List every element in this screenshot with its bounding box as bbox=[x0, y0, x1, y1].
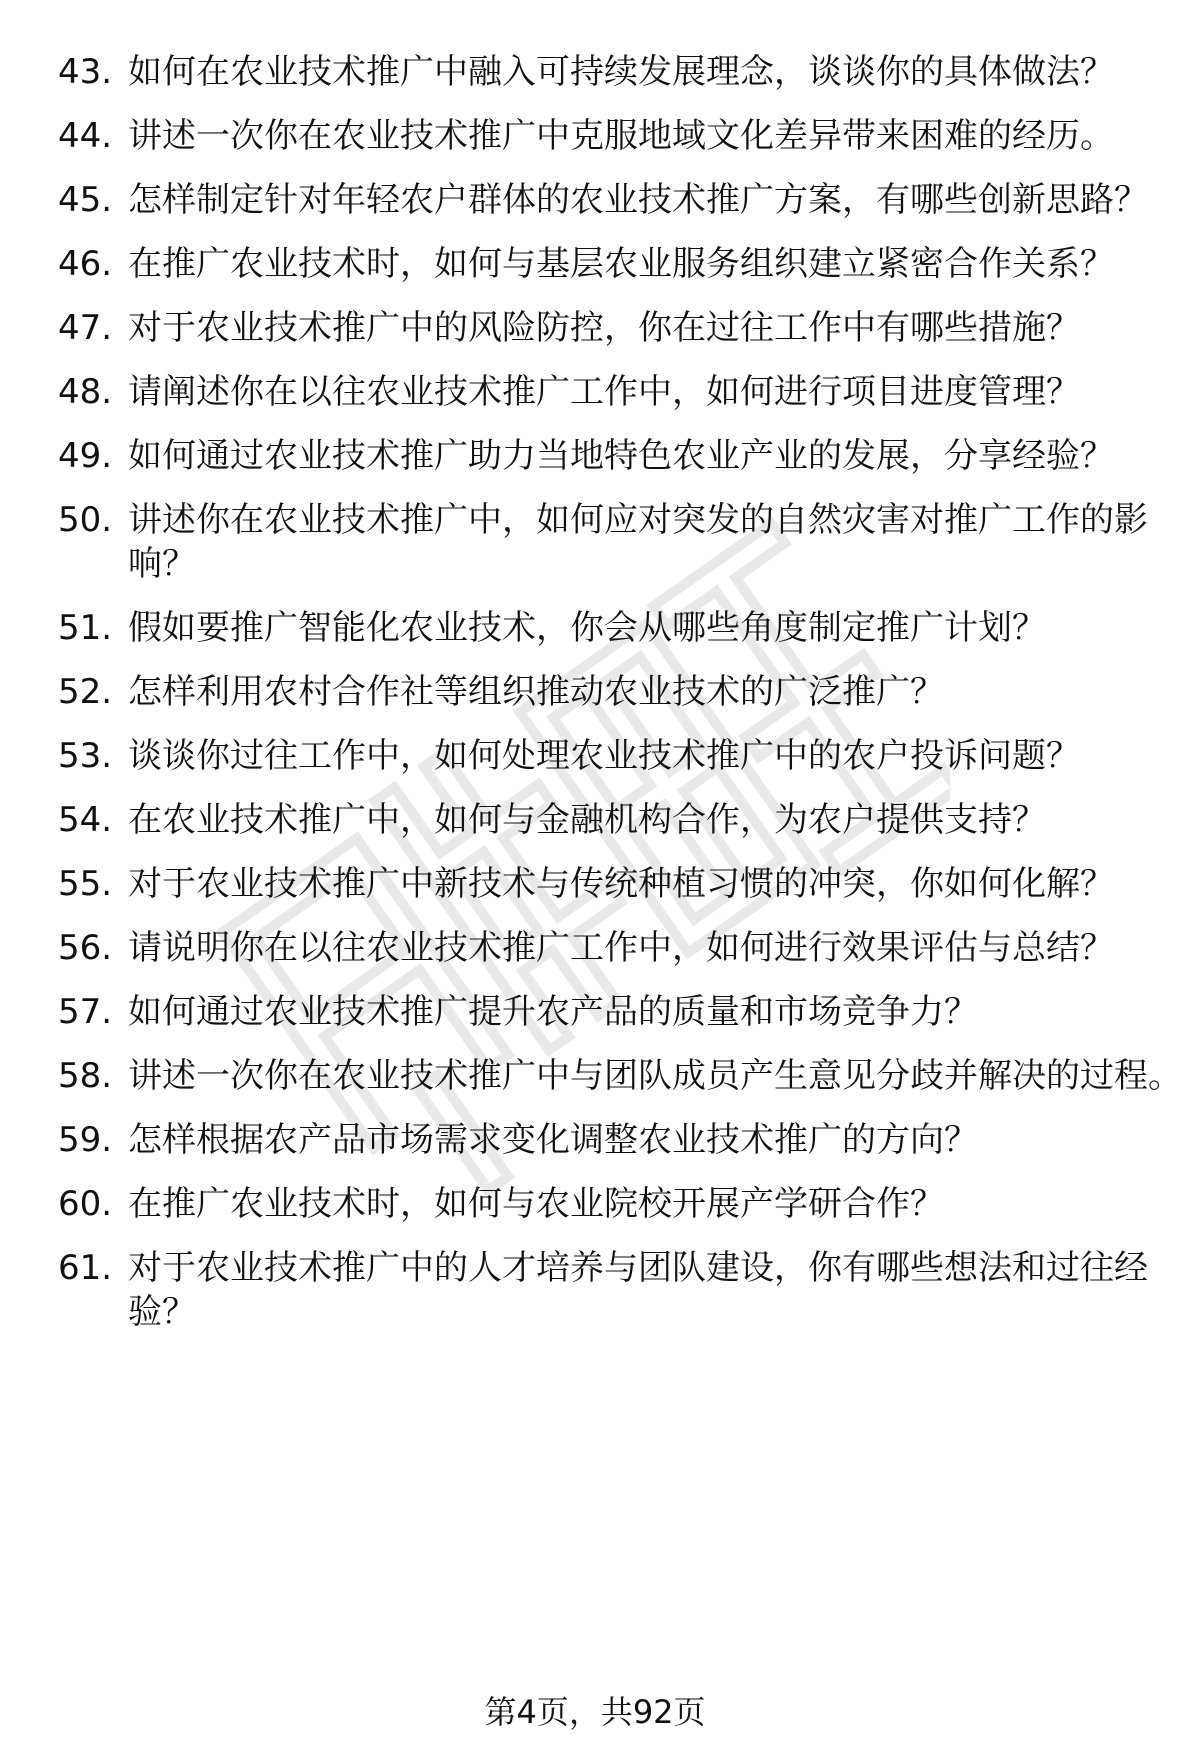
question-text: 如何通过农业技术推广提升农产品的质量和市场竞争力？ bbox=[128, 992, 978, 1032]
question-text: 对于农业技术推广中的风险防控，你在过往工作中有哪些措施？ bbox=[128, 308, 1080, 348]
question-item-49 bbox=[58, 434, 1158, 478]
question-number: 50. bbox=[58, 500, 113, 540]
question-item-56 bbox=[58, 926, 1158, 970]
question-text: 在农业技术推广中，如何与金融机构合作，为农户提供支持？ bbox=[128, 800, 1046, 840]
question-number: 59. bbox=[58, 1120, 113, 1160]
question-item-45 bbox=[58, 178, 1158, 222]
question-list bbox=[58, 50, 1182, 1354]
question-number: 48. bbox=[58, 372, 113, 412]
question-text: 怎样制定针对年轻农户群体的农业技术推广方案，有哪些创新思路？ bbox=[128, 180, 1148, 220]
question-text: 怎样根据农产品市场需求变化调整农业技术推广的方向？ bbox=[128, 1120, 978, 1160]
question-item-44 bbox=[58, 114, 1158, 158]
question-text: 在推广农业技术时，如何与基层农业服务组织建立紧密合作关系？ bbox=[128, 244, 1114, 284]
question-number: 57. bbox=[58, 992, 113, 1032]
question-text: 讲述一次你在农业技术推广中与团队成员产生意见分歧并解决的过程。 bbox=[128, 1056, 1182, 1096]
question-item-48 bbox=[58, 370, 1158, 414]
question-item-55 bbox=[58, 862, 1158, 906]
question-number: 51. bbox=[58, 608, 113, 648]
page-number-footer: 第4页，共92页 bbox=[484, 1693, 706, 1731]
question-number: 58. bbox=[58, 1056, 113, 1096]
question-item-53 bbox=[58, 734, 1158, 778]
question-text: 对于农业技术推广中的人才培养与团队建设，你有哪些想法和过往经验？ bbox=[128, 1248, 1148, 1332]
question-item-47 bbox=[58, 306, 1158, 350]
question-text: 谈谈你过往工作中，如何处理农业技术推广中的农户投诉问题？ bbox=[128, 736, 1080, 776]
question-text: 如何在农业技术推广中融入可持续发展理念，谈谈你的具体做法？ bbox=[128, 52, 1114, 92]
question-item-61 bbox=[58, 1246, 1158, 1334]
question-text: 讲述一次你在农业技术推广中克服地域文化差异带来困难的经历。 bbox=[128, 116, 1114, 156]
question-number: 52. bbox=[58, 672, 113, 712]
question-item-50 bbox=[58, 498, 1158, 586]
question-item-54 bbox=[58, 798, 1158, 842]
question-number: 56. bbox=[58, 928, 113, 968]
question-item-60 bbox=[58, 1182, 1158, 1226]
question-number: 47. bbox=[58, 308, 113, 348]
question-item-46 bbox=[58, 242, 1158, 286]
question-number: 45. bbox=[58, 180, 113, 220]
question-item-59 bbox=[58, 1118, 1158, 1162]
question-text: 讲述你在农业技术推广中，如何应对突发的自然灾害对推广工作的影响？ bbox=[128, 500, 1148, 584]
question-text: 如何通过农业技术推广助力当地特色农业产业的发展，分享经验？ bbox=[128, 436, 1114, 476]
question-item-57 bbox=[58, 990, 1158, 1034]
question-number: 49. bbox=[58, 436, 113, 476]
question-text: 怎样利用农村合作社等组织推动农业技术的广泛推广？ bbox=[128, 672, 944, 712]
question-item-52 bbox=[58, 670, 1158, 714]
question-number: 54. bbox=[58, 800, 113, 840]
question-item-58 bbox=[58, 1054, 1182, 1098]
question-number: 53. bbox=[58, 736, 113, 776]
question-number: 46. bbox=[58, 244, 113, 284]
question-item-51 bbox=[58, 606, 1158, 650]
question-text: 请说明你在以往农业技术推广工作中，如何进行效果评估与总结？ bbox=[128, 928, 1114, 968]
question-text: 请阐述你在以往农业技术推广工作中，如何进行项目进度管理？ bbox=[128, 372, 1080, 412]
question-number: 55. bbox=[58, 864, 113, 904]
question-number: 43. bbox=[58, 52, 113, 92]
question-number: 60. bbox=[58, 1184, 113, 1224]
question-text: 对于农业技术推广中新技术与传统种植习惯的冲突，你如何化解？ bbox=[128, 864, 1114, 904]
question-item-43 bbox=[58, 50, 1158, 94]
question-number: 44. bbox=[58, 116, 113, 156]
question-text: 在推广农业技术时，如何与农业院校开展产学研合作？ bbox=[128, 1184, 944, 1224]
question-text: 假如要推广智能化农业技术，你会从哪些角度制定推广计划？ bbox=[128, 608, 1046, 648]
question-number: 61. bbox=[58, 1248, 113, 1288]
